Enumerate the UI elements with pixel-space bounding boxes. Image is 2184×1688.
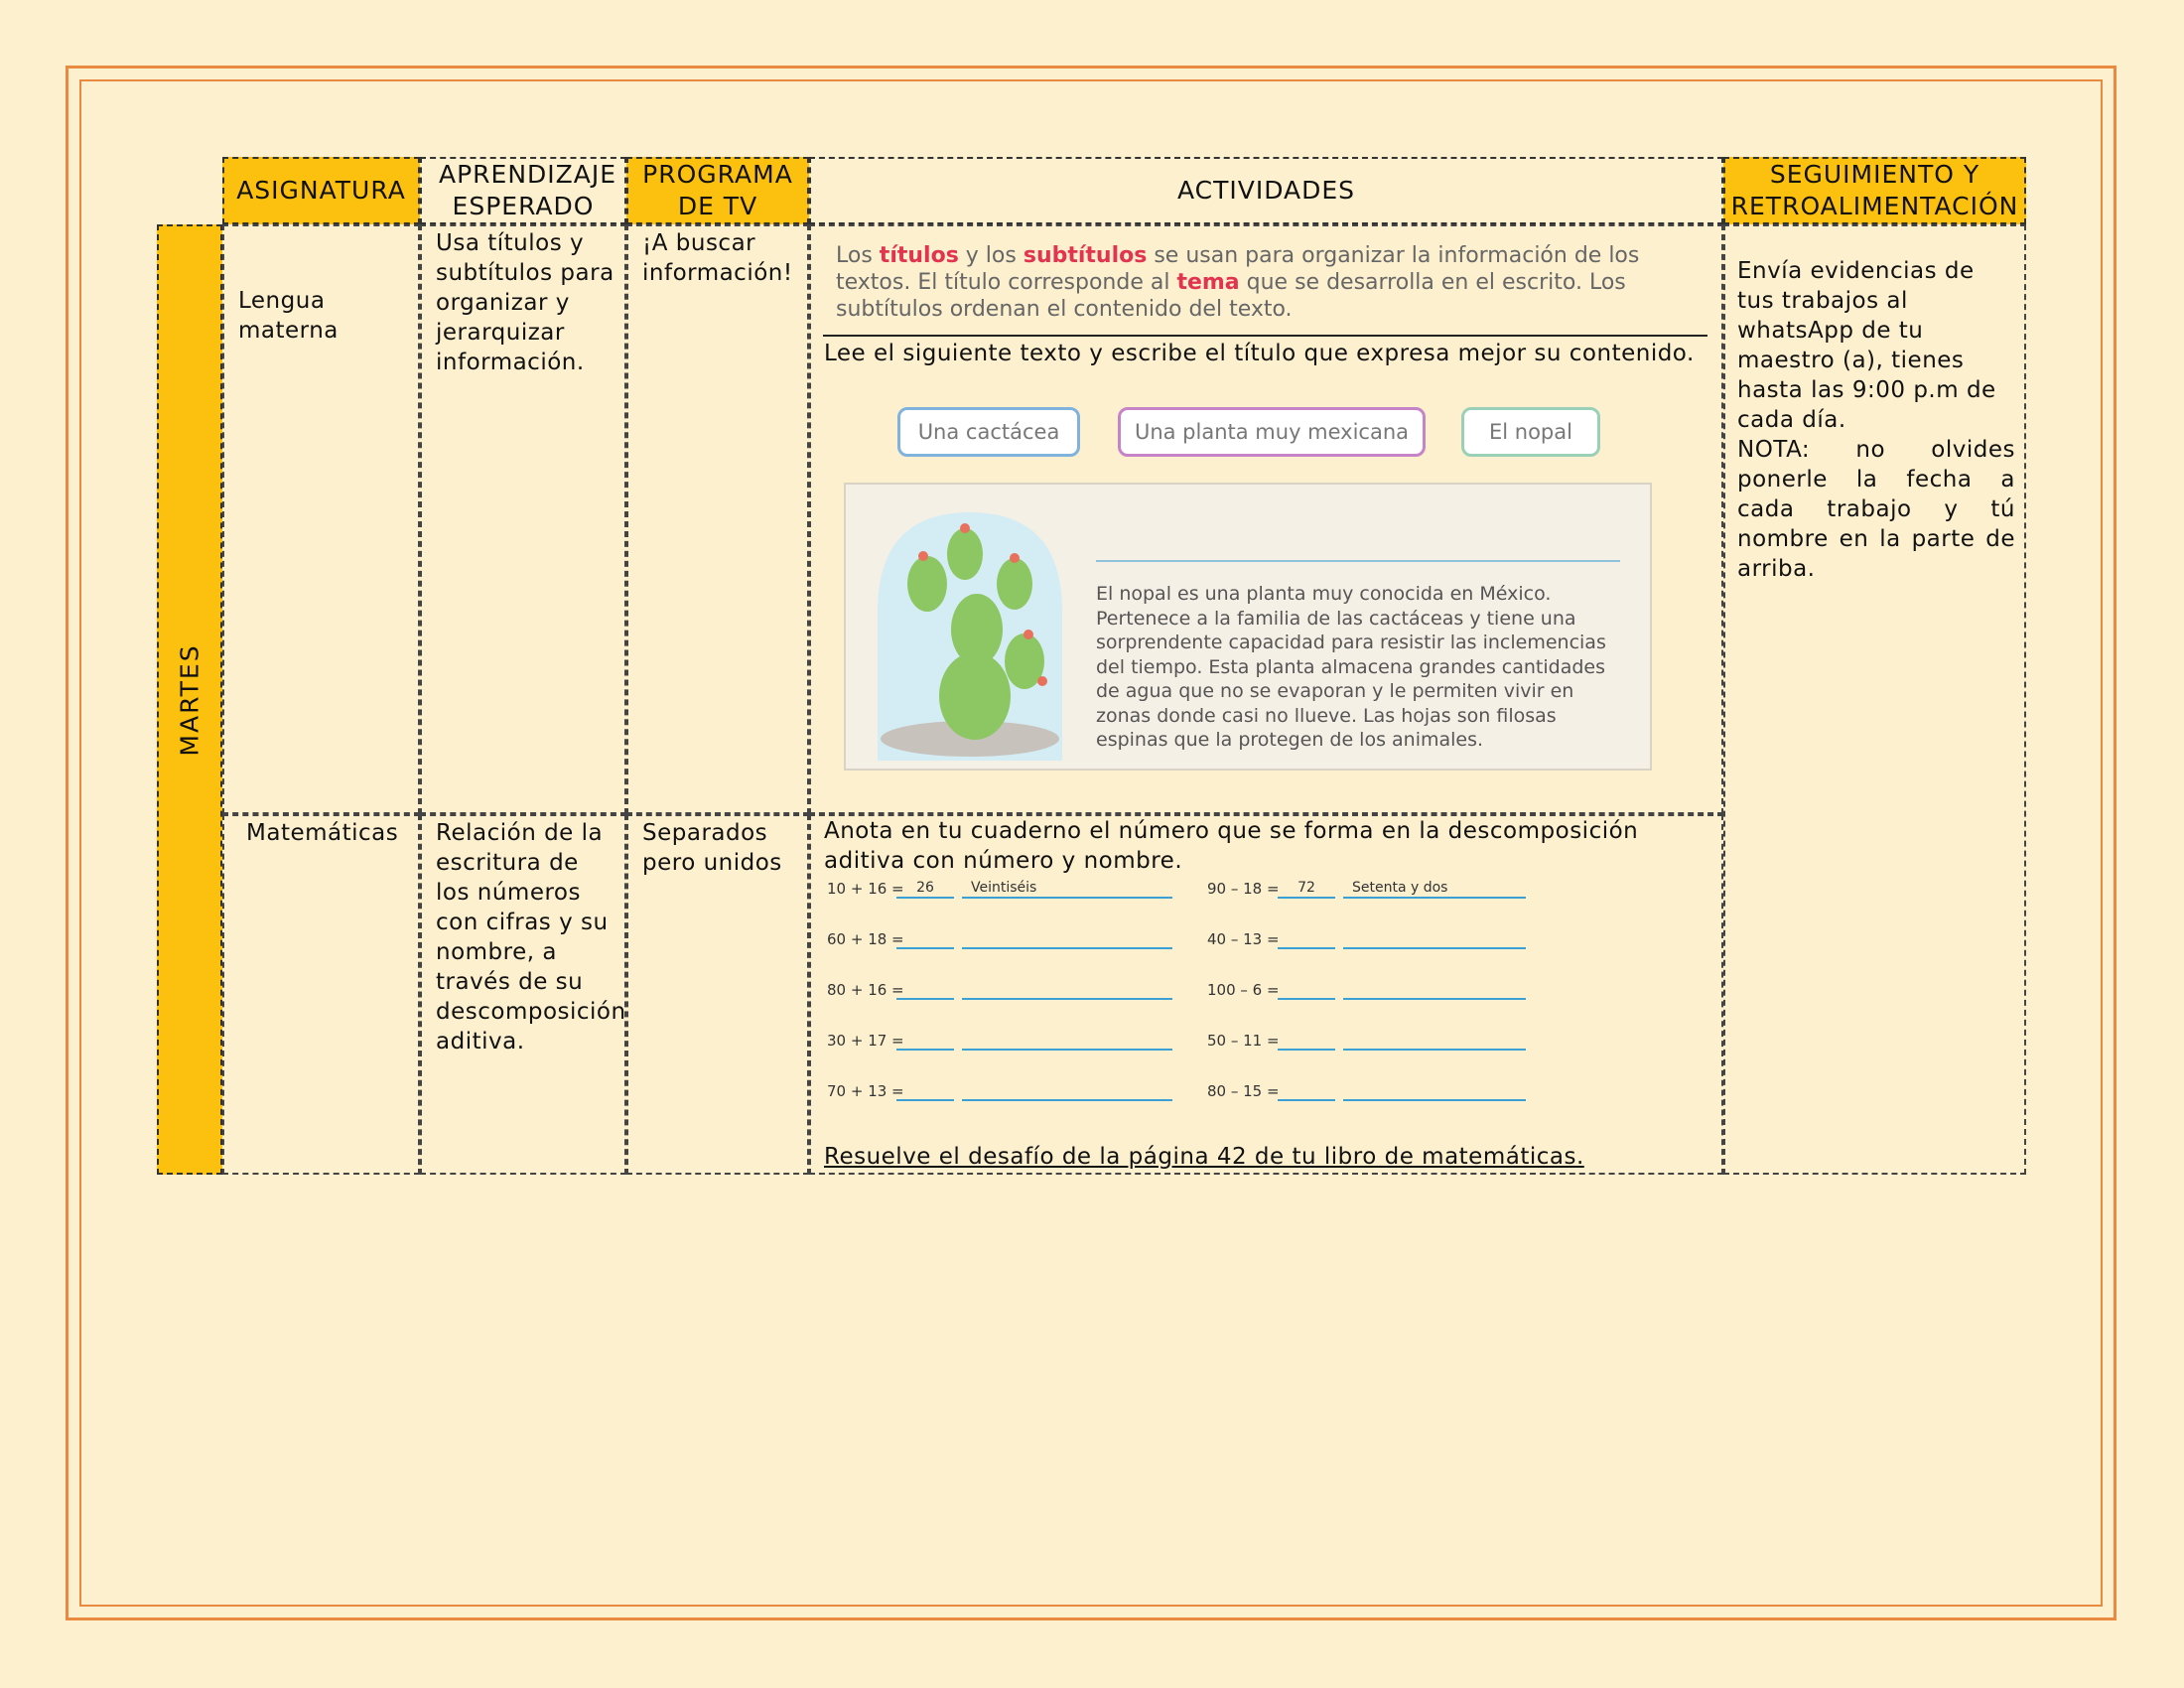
row1-asignatura: Lengua materna <box>238 288 339 344</box>
row1-programa-cell <box>626 224 809 814</box>
header-actividades <box>809 157 1723 224</box>
name-blank[interactable] <box>1343 998 1526 1000</box>
row1-aprendizaje-cell <box>420 224 626 814</box>
header-asignatura <box>222 157 420 224</box>
row2-aprendizaje-cell <box>420 814 626 1175</box>
title-option-1-label: Una cactácea <box>917 420 1060 444</box>
day-label: MARTES <box>175 642 205 757</box>
number-blank[interactable] <box>896 897 954 899</box>
lengua-instruction: Lee el siguiente texto y escribe el título que expresa mejor su contenido. <box>824 341 1695 366</box>
math-op-left-5: 70 + 13 = <box>827 1082 904 1100</box>
name-blank[interactable] <box>1343 1099 1526 1101</box>
name-blank[interactable] <box>962 998 1172 1000</box>
example-right-name: Setenta y dos <box>1352 880 1448 896</box>
header-seguimiento <box>1723 157 2026 224</box>
header-actividades-label: ACTIVIDADES <box>1176 176 1356 205</box>
seguimiento-nota: NOTA: no olvides ponerle la fecha a cada trabajo y tú nombre en la parte de arriba. <box>1737 437 2015 582</box>
intro-text: y los <box>958 243 1024 268</box>
math-op-left-1: 10 + 16 = <box>827 880 904 898</box>
seguimiento-cell <box>1723 224 2026 1175</box>
highlight-titulos: títulos <box>879 243 959 268</box>
reading-card-text: El nopal es una planta muy conocida en México. Pertenece a la familia de las cactáceas y tiene una sorprendente capacidad para resistir las inclemencias del tiempo. Esta planta almacena grandes cantidades de agua que no se evaporan y le permiten vivir en zonas donde casi no llueve. Las hojas son filosas espinas que la protegen de los animales. <box>1096 583 1606 751</box>
row2-aprendizaje: Relación de la escritura de los números con cifras y su nombre, a través de su descomposición aditiva. <box>436 820 626 1055</box>
intro-text: que se desarrolla en el escrito. Los subtítulos ordenan el contenido del texto. <box>836 270 1626 322</box>
row2-programa: Separados pero unidos <box>642 820 782 876</box>
number-blank[interactable] <box>896 1099 954 1101</box>
math-op-left-4: 30 + 17 = <box>827 1032 904 1050</box>
header-programa <box>626 157 809 224</box>
number-blank[interactable] <box>1278 1099 1335 1101</box>
number-blank[interactable] <box>896 947 954 949</box>
title-option-3-label: El nopal <box>1489 420 1572 444</box>
highlight-tema: tema <box>1176 270 1240 295</box>
intro-text: se usan para organizar la información de los textos. El título corresponde al <box>836 243 1640 295</box>
header-asignatura-label: ASIGNATURA <box>236 176 406 205</box>
number-blank[interactable] <box>1278 1049 1335 1051</box>
title-answer-line[interactable] <box>1096 560 1620 562</box>
math-op-right-3: 100 – 6 = <box>1207 981 1280 999</box>
name-blank[interactable] <box>1343 897 1526 899</box>
number-blank[interactable] <box>1278 897 1335 899</box>
header-aprendizaje <box>420 157 626 224</box>
number-blank[interactable] <box>896 998 954 1000</box>
row1-programa: ¡A buscar información! <box>642 230 793 286</box>
reading-card <box>844 483 1652 771</box>
example-left-number: 26 <box>916 880 934 896</box>
cactus-illustration <box>866 492 1074 766</box>
name-blank[interactable] <box>962 1099 1172 1101</box>
header-programa-label: PROGRAMA DE TV <box>642 160 793 220</box>
name-blank[interactable] <box>1343 947 1526 949</box>
header-seguimiento-label: SEGUIMIENTO Y RETROALIMENTACIÓN <box>1730 160 2019 220</box>
row2-asignatura-cell <box>222 814 420 1175</box>
number-blank[interactable] <box>1278 998 1335 1000</box>
name-blank[interactable] <box>962 897 1172 899</box>
math-footer-instruction: Resuelve el desafío de la página 42 de tu libro de matemáticas. <box>824 1144 1584 1170</box>
math-instruction: Anota en tu cuaderno el número que se forma en la descomposición aditiva con número y nombre. <box>824 818 1639 874</box>
day-label-cell <box>157 224 222 1175</box>
title-option-1[interactable] <box>897 407 1080 457</box>
title-option-2[interactable] <box>1118 407 1426 457</box>
example-right-number: 72 <box>1297 880 1315 896</box>
intro-text: Los <box>836 243 880 268</box>
title-option-2-label: Una planta muy mexicana <box>1134 420 1410 444</box>
math-op-right-1: 90 – 18 = <box>1207 880 1280 898</box>
math-op-right-2: 40 – 13 = <box>1207 930 1280 948</box>
math-op-left-3: 80 + 16 = <box>827 981 904 999</box>
number-blank[interactable] <box>896 1049 954 1051</box>
seguimiento-text: Envía evidencias de tus trabajos al whatsApp de tu maestro (a), tienes hasta las 9:00 p.m de cada día. <box>1737 258 1996 433</box>
row1-asignatura-cell <box>222 224 420 814</box>
example-left-name: Veintiséis <box>971 880 1037 896</box>
number-blank[interactable] <box>1278 947 1335 949</box>
header-aprendizaje-label: APRENDIZAJE ESPERADO <box>439 160 617 220</box>
name-blank[interactable] <box>1343 1049 1526 1051</box>
row2-asignatura: Matemáticas <box>246 820 399 846</box>
highlight-subtitulos: subtítulos <box>1023 243 1148 268</box>
math-op-left-2: 60 + 18 = <box>827 930 904 948</box>
title-option-3[interactable] <box>1461 407 1600 457</box>
name-blank[interactable] <box>962 947 1172 949</box>
intro-paragraph <box>836 242 1700 323</box>
intro-divider <box>823 335 1707 337</box>
name-blank[interactable] <box>962 1049 1172 1051</box>
row2-programa-cell <box>626 814 809 1175</box>
row1-aprendizaje: Usa títulos y subtítulos para organizar y jerarquizar información. <box>436 230 614 375</box>
math-op-right-4: 50 – 11 = <box>1207 1032 1280 1050</box>
math-op-right-5: 80 – 15 = <box>1207 1082 1280 1100</box>
